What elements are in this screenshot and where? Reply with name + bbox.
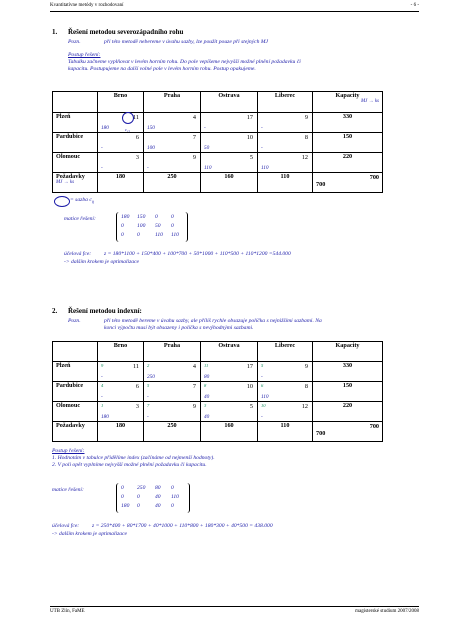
- row-label: Plzeň: [53, 362, 98, 382]
- next-step2: -> dalším krokem je optimalizace: [52, 531, 128, 537]
- table-cell: 11 17 80: [201, 362, 258, 382]
- legend-text: = sazba $c_{ij}$: [70, 197, 95, 205]
- capacity-cell: 220: [313, 402, 383, 422]
- index-table: [52, 341, 383, 442]
- table-cell: 9 -: [258, 113, 313, 133]
- table-row: [53, 153, 383, 173]
- capacity-cell: 330: [313, 362, 383, 382]
- demand-label: Požadavky MJ → ks: [53, 173, 98, 193]
- corner-mark: c₁₁: [125, 127, 131, 132]
- matrix2: [116, 483, 190, 513]
- section2-step1: 1. Hodnotám v tabulce přidělíme index (začínáme od nejmenší hodnoty).: [52, 455, 215, 461]
- demand-unit: MJ → ks: [56, 180, 75, 185]
- row-label: Olomouc: [53, 402, 98, 422]
- table-cell: 9 11 -: [98, 362, 144, 382]
- table-cell: 11 180 c₁₁: [98, 113, 144, 133]
- page-header: [50, 2, 419, 12]
- section2-step2: 2. V poli opět vyplníme nejvyšší možné plnění požadavku či kapacitu.: [52, 462, 207, 468]
- nw-corner-table: [52, 91, 383, 193]
- row-label: Pardubice: [53, 133, 98, 153]
- table-row: [53, 133, 383, 153]
- demand-cell: 110: [258, 173, 313, 193]
- header-title: Kvantitatívne metódy v rozhodovaní: [50, 3, 124, 8]
- table-cell: 4 150: [144, 113, 201, 133]
- objective1-label: účelová fce:: [64, 251, 92, 257]
- table-cell: 10 12 -: [258, 402, 313, 422]
- table-cell: 7 100: [144, 133, 201, 153]
- legend-ring: [54, 196, 70, 207]
- table-cell: 8 10 40: [201, 382, 258, 402]
- demand-label: Požadavky: [53, 422, 98, 442]
- page-footer: [50, 606, 419, 617]
- demand-row: [53, 173, 383, 193]
- table-cell: 4 6 -: [98, 382, 144, 402]
- matrix-row: 180 150 0 0: [121, 214, 174, 220]
- section1-note-label: Pozn.: [68, 39, 81, 45]
- demand-cell: 250: [144, 422, 201, 442]
- row-label: Olomouc: [53, 153, 98, 173]
- col-header-praha: Praha: [144, 92, 201, 113]
- matrix1-label: matice řešení:: [64, 216, 96, 222]
- footer-left: UTB Zlín, FaME: [50, 609, 85, 614]
- table-cell: 6 -: [98, 133, 144, 153]
- table-cell: 9 -: [144, 153, 201, 173]
- matrix-row: 180 0 40 0: [121, 503, 174, 509]
- demand-cell: 160: [201, 173, 258, 193]
- col-header-kapacity: Kapacity MJ → ks: [313, 92, 383, 113]
- objective1-formula: z = 180*1100 + 150*400 + 100*700 + 50*1000 + 110*500 + 110*1200 =544.000: [104, 251, 291, 257]
- matrix-row: 0 0 110 110: [121, 232, 179, 238]
- capacity-cell: 330: [313, 113, 383, 133]
- corner-cell: [53, 92, 98, 113]
- table-cell: 5 7 -: [144, 382, 201, 402]
- col-header-liberec: Liberec: [258, 92, 313, 113]
- footer-right: magisterské studium 2007/2008: [355, 609, 419, 614]
- capacity-cell: 220: [313, 153, 383, 173]
- demand-cell: 250: [144, 173, 201, 193]
- col-header-praha: Praha: [144, 342, 201, 362]
- table-cell: 8 -: [258, 133, 313, 153]
- objective2-formula: z = 250*400 + 80*1700 + 40*1000 + 110*800 + 180*300 + 40*500 = 438.000: [92, 523, 273, 529]
- table-row: [53, 382, 383, 402]
- table-row: [53, 113, 383, 133]
- section2-note-line1: při této metodě bereme v úvahu sazby, ale příliš rychle obsazuje políčka s nejnižšími sazbami. Na: [104, 318, 322, 324]
- table-cell: 12 110: [258, 153, 313, 173]
- matrix1: [116, 212, 188, 242]
- table-cell: 5 110: [201, 153, 258, 173]
- col-header-ostrava: Ostrava: [201, 342, 258, 362]
- next-step1: -> dalším krokem je optimalizace: [64, 259, 140, 265]
- matrix-row: 0 250 80 0: [121, 485, 174, 491]
- table-cell: 7 9 -: [144, 402, 201, 422]
- col-header-brno: Brno: [98, 342, 144, 362]
- total-cell: 700 700: [313, 422, 383, 442]
- total-cell: 700 700: [313, 173, 383, 193]
- section1-note: při této metodě nebereme v úvahu sazby, lze použít pouze při stejných MJ: [104, 39, 268, 45]
- table-cell: 10 50: [201, 133, 258, 153]
- matrix-row: 0 100 50 0: [121, 223, 174, 229]
- matrix-row: 0 0 40 110: [121, 494, 179, 500]
- section2-note-label: Pozn.: [68, 318, 81, 324]
- capacity-cell: 150: [313, 133, 383, 153]
- col-header-liberec: Liberec: [258, 342, 313, 362]
- demand-row: [53, 422, 383, 442]
- col-header-brno: Brno: [98, 92, 144, 113]
- capacity-cell: 150: [313, 382, 383, 402]
- corner-cell: [53, 342, 98, 362]
- table-row: [53, 362, 383, 382]
- table-row: [53, 402, 383, 422]
- table-cell: 2 4 250: [144, 362, 201, 382]
- row-label: Pardubice: [53, 382, 98, 402]
- table-cell: 3 5 40: [201, 402, 258, 422]
- section1-procedure-line1: Tabulku začneme vyplňovat v levém horním rohu. Do pole vepíšeme nejvyšší možné plnění požadavku či: [68, 59, 301, 65]
- section1-procedure-title: Postup řešení:: [68, 52, 101, 58]
- demand-cell: 180: [98, 173, 144, 193]
- demand-cell: 110: [258, 422, 313, 442]
- table-cell: 3 -: [98, 153, 144, 173]
- table-cell: 17 -: [201, 113, 258, 133]
- page-number: - 6 -: [410, 3, 419, 8]
- demand-cell: 160: [201, 422, 258, 442]
- objective2-label: účelová fce:: [52, 523, 80, 529]
- table-cell: 5 9 -: [258, 362, 313, 382]
- matrix2-label: matice řešení:: [52, 487, 84, 493]
- demand-cell: 180: [98, 422, 144, 442]
- section2-note-line2: konci výpočtu musí být obsazeny i políčka s nevýhodnými sazbami.: [104, 325, 254, 331]
- capacity-unit: MJ → ks: [360, 99, 379, 104]
- section1-procedure-line2: kapacitu. Postupujeme na další volné pole v levém horním rohu. Postup opakujeme.: [68, 66, 256, 72]
- row-label: Plzeň: [53, 113, 98, 133]
- section2-procedure-title: Postup řešení:: [52, 448, 85, 454]
- col-header-kapacity: Kapacity: [313, 342, 383, 362]
- col-header-ostrava: Ostrava: [201, 92, 258, 113]
- table-cell: 6 8 110: [258, 382, 313, 402]
- table-cell: 1 3 180: [98, 402, 144, 422]
